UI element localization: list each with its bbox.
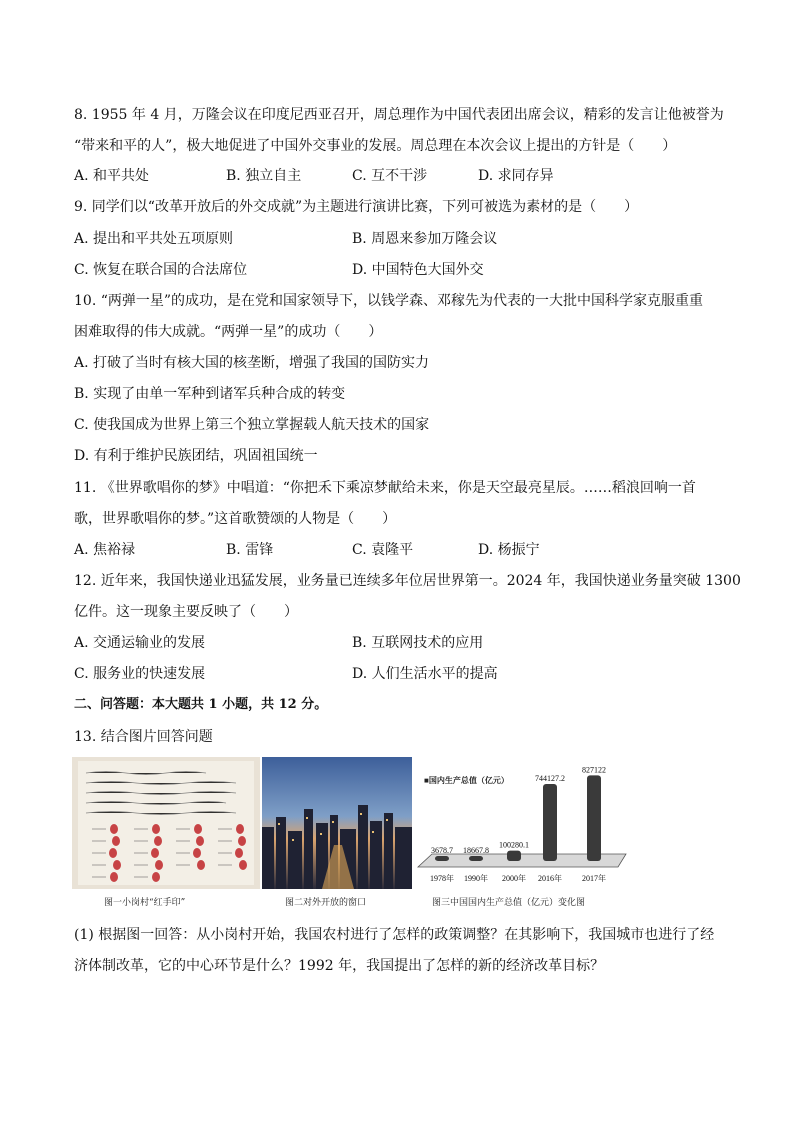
q12-stem-line1: 12. 近年来，我国快递业迅猛发展，业务量已连续多年位居世界第一。2024 年，我国快递业务量突破 1300 bbox=[74, 573, 741, 589]
q8-stem-line1: 8. 1955 年 4 月，万隆会议在印度尼西亚召开，周总理作为中国代表团出席会议，精彩的发言让他被誉为 bbox=[74, 107, 724, 123]
q13-stem: 13. 结合图片回答问题 bbox=[74, 729, 213, 745]
q8-option-b: B. 独立自主 bbox=[226, 168, 302, 184]
figure2-city-image bbox=[262, 757, 412, 889]
chart-legend: ■国内生产总值（亿元） bbox=[424, 776, 509, 785]
q8-stem-line2: “带来和平的人”，极大地促进了中国外交事业的发展。周总理在本次会议上提出的方针是（ ） bbox=[74, 138, 677, 154]
gdp-category-label: 1978年 bbox=[430, 874, 454, 883]
q10-option-b: B. 实现了由单一军种到诸军兵种合成的转变 bbox=[74, 386, 346, 402]
q12-stem-line2: 亿件。这一现象主要反映了（ ） bbox=[74, 604, 298, 620]
q12-option-d: D. 人们生活水平的提高 bbox=[352, 666, 498, 682]
q9-option-b: B. 周恩来参加万隆会议 bbox=[352, 231, 498, 247]
figure1-handprint-image bbox=[72, 757, 260, 889]
q12-option-b: B. 互联网技术的应用 bbox=[352, 635, 484, 651]
gdp-bar-1990年 bbox=[469, 856, 483, 861]
q8-option-c: C. 互不干涉 bbox=[352, 168, 428, 184]
q12-option-c: C. 服务业的快速发展 bbox=[74, 666, 206, 682]
q11-option-c: C. 袁隆平 bbox=[352, 542, 414, 558]
gdp-category-label: 2017年 bbox=[582, 874, 606, 883]
figure3-gdp-chart bbox=[414, 757, 630, 889]
gdp-bar-1978年 bbox=[435, 856, 449, 861]
q11-option-b: B. 雷锋 bbox=[226, 542, 274, 558]
gdp-value-label: 3678.7 bbox=[431, 846, 453, 855]
q10-stem-line1: 10. “两弹一星”的成功，是在党和国家领导下，以钱学森、邓稼先为代表的一大批中国科学家克服重重 bbox=[74, 293, 704, 309]
q8-option-a: A. 和平共处 bbox=[74, 168, 150, 184]
q11-option-a: A. 焦裕禄 bbox=[74, 542, 136, 558]
gdp-value-label: 744127.2 bbox=[535, 773, 565, 783]
gdp-category-label: 2016年 bbox=[538, 874, 562, 883]
q11-stem-line1: 11. 《世界歌唱你的梦》中唱道：“你把禾下乘凉梦献给未来，你是天空最亮星辰。……稻浪回响一首 bbox=[74, 480, 696, 496]
q13-sub1-line1: (1) 根据图一回答：从小岗村开始，我国农村进行了怎样的政策调整？在其影响下，我国城市也进行了经 bbox=[74, 927, 715, 943]
q12-option-a: A. 交通运输业的发展 bbox=[74, 635, 206, 651]
gdp-value-label: 827122 bbox=[582, 765, 606, 775]
gdp-category-label: 1990年 bbox=[464, 874, 488, 883]
q9-stem: 9. 同学们以“改革开放后的外交成就”为主题进行演讲比赛，下列可被选为素材的是（ ） bbox=[74, 199, 639, 215]
gdp-category-label: 2000年 bbox=[502, 874, 526, 883]
q11-option-d: D. 杨振宁 bbox=[478, 542, 540, 558]
gdp-bar-chart bbox=[414, 757, 630, 889]
handprint-document-illustration bbox=[72, 757, 260, 889]
q10-option-d: D. 有利于维护民族团结，巩固祖国统一 bbox=[74, 448, 318, 464]
gdp-value-label: 100280.1 bbox=[499, 840, 529, 850]
q11-stem-line2: 歌，世界歌唱你的梦。”这首歌赞颂的人物是（ ） bbox=[74, 511, 397, 527]
gdp-bar-2016年 bbox=[543, 784, 557, 861]
gdp-bar-2000年 bbox=[507, 851, 521, 861]
q13-sub1-line2: 济体制改革，它的中心环节是什么？1992 年，我国提出了怎样的新的经济改革目标？ bbox=[74, 958, 605, 974]
gdp-value-label: 18667.8 bbox=[463, 846, 489, 855]
q9-option-a: A. 提出和平共处五项原则 bbox=[74, 231, 234, 247]
q10-stem-line2: 困难取得的伟大成就。“两弹一星”的成功（ ） bbox=[74, 324, 383, 340]
city-skyline-illustration bbox=[262, 757, 412, 889]
q9-option-c: C. 恢复在联合国的合法席位 bbox=[74, 262, 248, 278]
figure3-caption: 图三中国国内生产总值（亿元）变化图 bbox=[432, 898, 586, 908]
q10-option-c: C. 使我国成为世界上第三个独立掌握载人航天技术的国家 bbox=[74, 417, 430, 433]
figure1-caption: 图一小岗村“红手印” bbox=[104, 898, 186, 908]
figure2-caption: 图二对外开放的窗口 bbox=[285, 898, 367, 908]
q8-option-d: D. 求同存异 bbox=[478, 168, 554, 184]
q10-option-a: A. 打破了当时有核大国的核垄断，增强了我国的国防实力 bbox=[74, 355, 430, 371]
section-heading: 二、问答题：本大题共 1 小题，共 12 分。 bbox=[74, 697, 328, 712]
gdp-bar-2017年 bbox=[587, 775, 601, 861]
q9-option-d: D. 中国特色大国外交 bbox=[352, 262, 484, 278]
